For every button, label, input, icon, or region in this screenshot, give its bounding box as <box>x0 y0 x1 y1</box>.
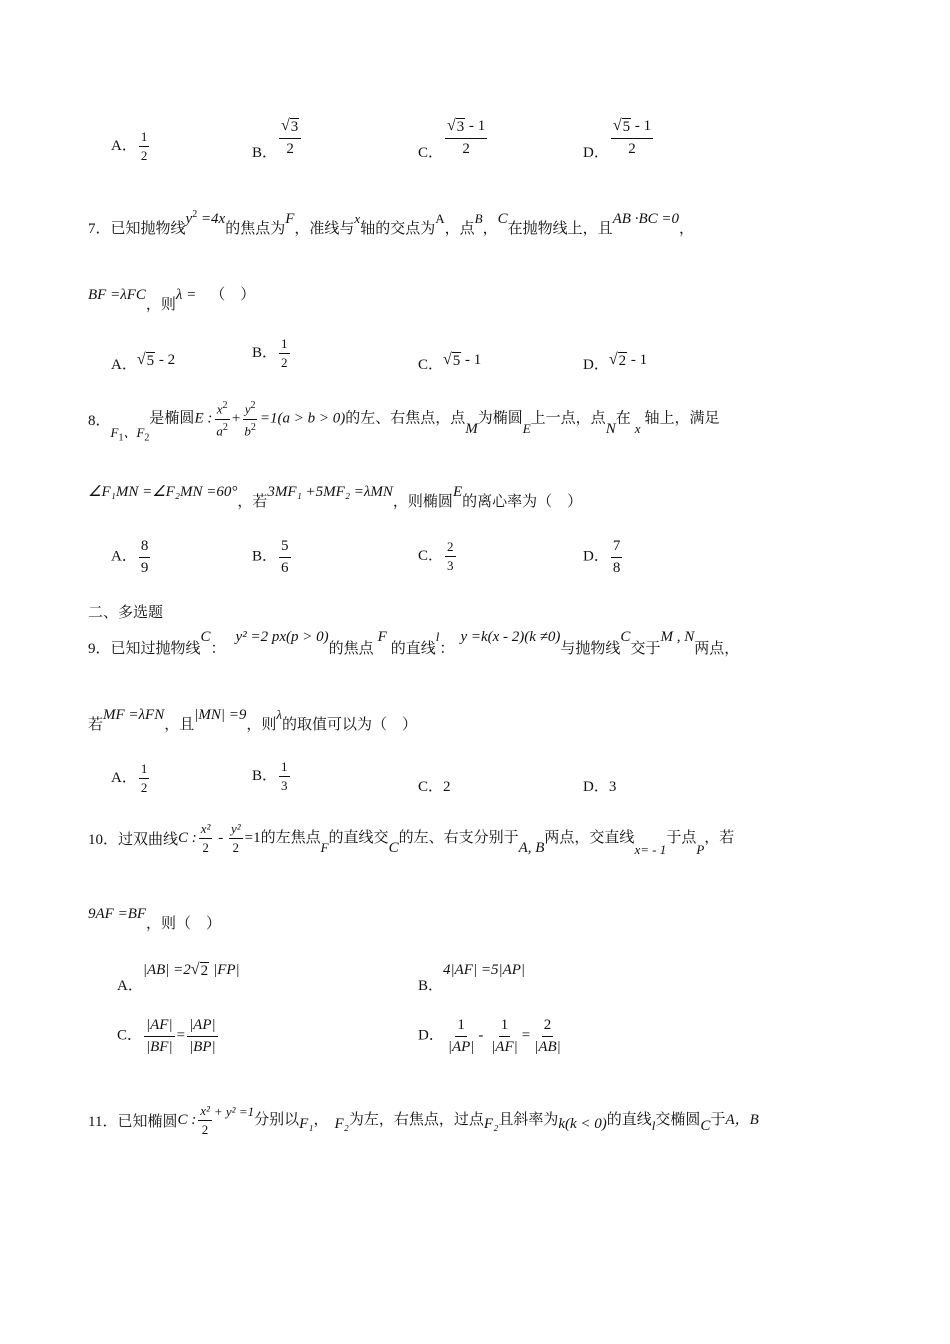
text: ，准线与 <box>294 221 355 237</box>
denominator: |AF| <box>491 1038 518 1055</box>
numerator: 5 <box>279 538 291 558</box>
x-frac <box>199 822 213 856</box>
expr-right: |FP| <box>213 962 240 978</box>
denominator: |AB| <box>534 1038 561 1055</box>
text: 的离心率为（ ） <box>462 494 583 510</box>
label: B． <box>252 768 278 785</box>
radicand: 5 <box>622 119 631 135</box>
q6-option-a-label: A． <box>111 138 137 155</box>
q7-option-b <box>252 337 292 371</box>
denominator: 6 <box>281 559 289 576</box>
label: C． <box>418 548 444 565</box>
vector-eq: 9AF =BF <box>88 906 147 922</box>
text: （ ） <box>210 287 256 303</box>
text: ： <box>210 641 226 657</box>
numerator: 1 <box>455 1017 467 1037</box>
expr-left: |AB| =2 <box>142 962 191 978</box>
numerator: 2 <box>542 1017 554 1037</box>
x-frac <box>214 400 230 438</box>
q6-option-c <box>418 117 489 162</box>
text: 的左焦点 <box>260 830 321 847</box>
slope: k(k < 0) <box>558 1116 607 1133</box>
var-F1: F₁ <box>299 1116 314 1133</box>
q10-option-d <box>418 1017 565 1055</box>
rest: - 1 <box>627 352 648 368</box>
value: 3 <box>608 779 617 795</box>
eq-rest: =4x <box>197 211 226 227</box>
value: 2 <box>443 779 451 795</box>
var-E: E <box>522 420 531 436</box>
sqrt-icon: √ <box>447 117 456 134</box>
radicand: 3 <box>290 119 299 135</box>
var-A: A <box>435 211 445 226</box>
numerator: |AF| <box>144 1017 175 1037</box>
f2: 、F <box>123 424 145 440</box>
q11-number: 11．已知椭圆 <box>88 1114 178 1131</box>
sqrt-icon: √ <box>443 351 452 368</box>
text: 的直线 <box>390 641 436 657</box>
numerator: 1 <box>279 760 290 777</box>
text: ，则 <box>145 297 176 313</box>
text: 轴的交点为 <box>360 221 436 237</box>
text: 的直线 <box>606 1112 652 1129</box>
text: ，若 <box>704 830 735 847</box>
label: B． <box>252 345 278 362</box>
var-F: F <box>285 211 295 227</box>
q11-stem-line1 <box>88 1104 759 1138</box>
var-l: l <box>435 629 440 644</box>
text: 为椭圆 <box>477 410 523 427</box>
lambda: λ = <box>175 287 197 303</box>
sub: 2 <box>144 432 150 444</box>
numerator-rest: - 1 <box>465 118 486 134</box>
a: a <box>216 422 223 438</box>
var-P: P <box>696 842 705 858</box>
q6-option-a <box>111 130 151 164</box>
text: 的左、右支分别于 <box>398 830 519 847</box>
label: D． <box>418 1027 444 1044</box>
q7-option-a <box>111 348 176 373</box>
q8-option-d <box>583 538 624 576</box>
text: 两点，交直线 <box>544 830 635 847</box>
text: 为左，右焦点，过点 <box>348 1112 484 1129</box>
sqrt-icon: √ <box>612 117 622 134</box>
numerator-rest: - 1 <box>631 118 652 134</box>
q8-option-a <box>111 538 152 576</box>
radicand: 5 <box>146 353 155 369</box>
text: 若 <box>88 717 104 733</box>
text: 分别以 <box>254 1112 300 1129</box>
label: A． <box>111 357 137 373</box>
q6-option-a-fraction <box>139 130 150 164</box>
denominator: 3 <box>447 558 454 574</box>
text: 两点， <box>694 641 740 657</box>
text: 交椭圆 <box>655 1112 701 1129</box>
var-C: C <box>700 1118 711 1135</box>
minus: - <box>478 1027 488 1044</box>
text: 在抛物线上，且 <box>507 221 613 237</box>
foci <box>110 424 150 444</box>
sqrt-icon: √ <box>136 351 146 368</box>
numerator: 7 <box>611 538 623 558</box>
var-C: C <box>388 840 399 857</box>
sup: 2 <box>250 400 256 411</box>
label: A． <box>111 548 137 565</box>
text: ， <box>482 221 498 237</box>
q10-number: 10．过双曲线 <box>88 832 179 849</box>
q9-stem-line2 <box>88 703 418 733</box>
sqrt-icon: √ <box>190 961 200 978</box>
b: b <box>244 422 251 438</box>
denominator: 2 <box>202 840 209 856</box>
denominator: 3 <box>281 778 288 794</box>
q6-option-b-label: B． <box>252 145 278 162</box>
text: 的左、右焦点，点 <box>345 410 466 427</box>
q8-number: 8． <box>88 412 111 429</box>
radicand: 2 <box>618 353 627 369</box>
numerator: 2 <box>445 540 456 557</box>
var-F2: F₂ <box>334 1116 349 1133</box>
var-MN: M , N <box>660 629 695 645</box>
numerator: x² <box>198 1104 212 1121</box>
sup: 2 <box>222 400 228 411</box>
q6-option-d <box>583 117 655 162</box>
plus-sign: + <box>231 410 241 427</box>
label: B． <box>252 548 278 565</box>
denominator: |AP| <box>447 1038 475 1055</box>
rest: - 1 <box>461 352 482 368</box>
q6-option-c-fraction <box>445 118 487 158</box>
var-AB: A, B <box>518 840 545 857</box>
equals: = <box>176 1027 186 1044</box>
condition: =1(a > b > 0) <box>259 410 346 427</box>
q6-option-d-fraction <box>611 118 653 158</box>
denominator: 8 <box>612 559 621 576</box>
denominator: 9 <box>140 559 149 576</box>
q9-stem-line1 <box>88 625 740 657</box>
radicand: 3 <box>456 119 465 135</box>
ellipse-name: E : <box>194 410 213 427</box>
line-eq: y =k(x - 2)(k ≠0) <box>460 629 561 645</box>
q10-stem-line2 <box>88 902 222 932</box>
line-eq: x= - 1 <box>634 842 667 858</box>
parabola-eq: y² =2 px(p > 0) <box>235 629 329 645</box>
denominator: |BP| <box>189 1038 216 1055</box>
denominator: 2 <box>140 780 148 796</box>
var-C: C <box>497 211 508 227</box>
var-M: M <box>465 420 478 437</box>
radicand: 2 <box>200 963 209 979</box>
equals: =1 <box>244 830 261 847</box>
text: 于 <box>710 1112 726 1129</box>
denominator: 2 <box>201 1122 209 1138</box>
numerator: 1 <box>139 762 150 779</box>
text: ， <box>679 221 695 237</box>
denominator: |BF| <box>146 1038 173 1055</box>
q9-option-a <box>111 762 151 796</box>
minus: - <box>214 830 227 847</box>
y-frac <box>242 400 258 438</box>
text: 交于 <box>630 641 661 657</box>
var-AB: A，B <box>725 1112 759 1129</box>
var-l: l <box>651 1118 656 1134</box>
q7-parabola-eq <box>186 211 226 227</box>
numerator: 1 <box>499 1017 511 1037</box>
denominator: 2 <box>628 141 636 158</box>
denominator: 2 <box>286 141 294 158</box>
radicand: 5 <box>452 353 461 369</box>
q9-option-c <box>418 775 451 796</box>
vector-eq: AB ·BC =0 <box>612 211 679 227</box>
vector-eq: BF =λFC <box>88 287 146 303</box>
text: ，则 <box>246 717 277 733</box>
numerator: 1 <box>279 337 290 354</box>
text: ，若 <box>237 494 268 510</box>
ellipse-name: C : <box>177 1112 197 1129</box>
q7-stem-line2 <box>88 283 256 313</box>
numerator: x² <box>199 822 213 839</box>
text: 是椭圆 <box>149 410 195 427</box>
label: B． <box>418 978 444 994</box>
label: C． <box>418 357 444 373</box>
numerator: |AP| <box>187 1017 218 1037</box>
q8-option-c <box>418 540 458 574</box>
text: ，点 <box>444 221 475 237</box>
text: 的焦点 <box>328 641 374 657</box>
denominator: 2 <box>462 141 470 158</box>
var-B: B <box>474 211 483 226</box>
text: 且斜率为 <box>498 1112 559 1129</box>
label: C． <box>418 779 444 795</box>
var-x: x <box>354 211 361 226</box>
sub: 1 <box>118 432 124 444</box>
y: y <box>244 401 251 417</box>
q10-option-b <box>418 958 526 994</box>
label: A． <box>111 770 137 787</box>
text: ，且 <box>164 717 195 733</box>
q6-option-b-fraction <box>279 118 301 158</box>
text: ， <box>313 1112 329 1129</box>
q7-stem-line1 <box>88 207 695 237</box>
text: 轴上，满足 <box>644 410 720 427</box>
var-E: E <box>452 484 463 500</box>
denominator: 2 <box>140 148 148 164</box>
denominator: 2 <box>232 840 240 856</box>
var-x: x <box>634 420 641 436</box>
label: C． <box>117 1027 143 1044</box>
var-C: C <box>620 629 631 645</box>
q9-option-d <box>583 775 616 796</box>
sup: 2 <box>222 421 228 433</box>
q7-number: 7．已知抛物线 <box>88 221 186 237</box>
expr: 4|AF| =5|AP| <box>443 962 526 978</box>
sup: 2 <box>250 421 256 433</box>
q7-option-c <box>418 348 482 373</box>
y-frac <box>229 822 243 856</box>
equals: = <box>521 1027 531 1044</box>
q8-stem-line1 <box>88 400 720 444</box>
var-F: F <box>377 629 387 645</box>
eq-y: y <box>185 211 193 227</box>
label: D． <box>583 548 609 565</box>
sqrt-icon: √ <box>281 117 290 134</box>
numerator: 8 <box>139 538 151 558</box>
section-heading: 二、多选题 <box>88 605 164 621</box>
x-frac <box>198 1104 212 1138</box>
text: 上一点，点 <box>530 410 606 427</box>
text: ，则椭圆 <box>392 494 453 510</box>
text: 的直线交 <box>328 830 389 847</box>
text: 与抛物线 <box>560 641 621 657</box>
denominator: 2 <box>281 355 288 371</box>
x: x <box>216 401 223 417</box>
text: 的焦点为 <box>225 221 286 237</box>
label: D． <box>583 357 609 373</box>
f1: F <box>110 424 119 440</box>
q10-stem-line1 <box>88 822 734 856</box>
q10-option-c <box>117 1017 220 1055</box>
vector-eq: MF =λFN <box>103 707 165 723</box>
text: 的取值可以为（ ） <box>282 717 418 733</box>
text: 在 <box>615 410 631 427</box>
q10-option-a <box>117 958 240 994</box>
q6-option-c-label: C． <box>418 145 444 162</box>
q6-option-b <box>252 117 303 162</box>
text: ： <box>439 641 455 657</box>
q7-option-d <box>583 348 648 373</box>
eq-sup: 2 <box>192 209 198 220</box>
var-C: C <box>200 629 211 645</box>
label: A． <box>117 978 143 994</box>
numerator: 1 <box>139 130 150 147</box>
var-F2: F₂ <box>483 1116 499 1133</box>
q9-number: 9．已知过抛物线 <box>88 641 201 657</box>
q9-option-b <box>252 760 292 794</box>
text: 于点 <box>666 830 697 847</box>
rest: - 2 <box>155 352 176 368</box>
hyperbola-name: C : <box>178 830 197 847</box>
angle-eq: ∠F₁MN =∠F₂MN =60° <box>88 484 238 500</box>
var-F: F <box>320 840 329 856</box>
rest: + y² =1 <box>213 1104 255 1120</box>
label: D． <box>583 779 609 795</box>
sqrt-icon: √ <box>608 351 618 368</box>
vector-eq: 3MF₁ +5MF₂ =λMN <box>267 484 393 500</box>
lambda: λ <box>276 707 283 722</box>
q8-option-b <box>252 538 293 576</box>
q6-option-d-label: D． <box>583 145 609 162</box>
abs-eq: |MN| =9 <box>194 707 247 723</box>
numerator: y² <box>229 822 243 839</box>
q8-stem-line2 <box>88 480 583 510</box>
text: ，则（ ） <box>146 916 222 932</box>
var-N: N <box>605 420 616 437</box>
